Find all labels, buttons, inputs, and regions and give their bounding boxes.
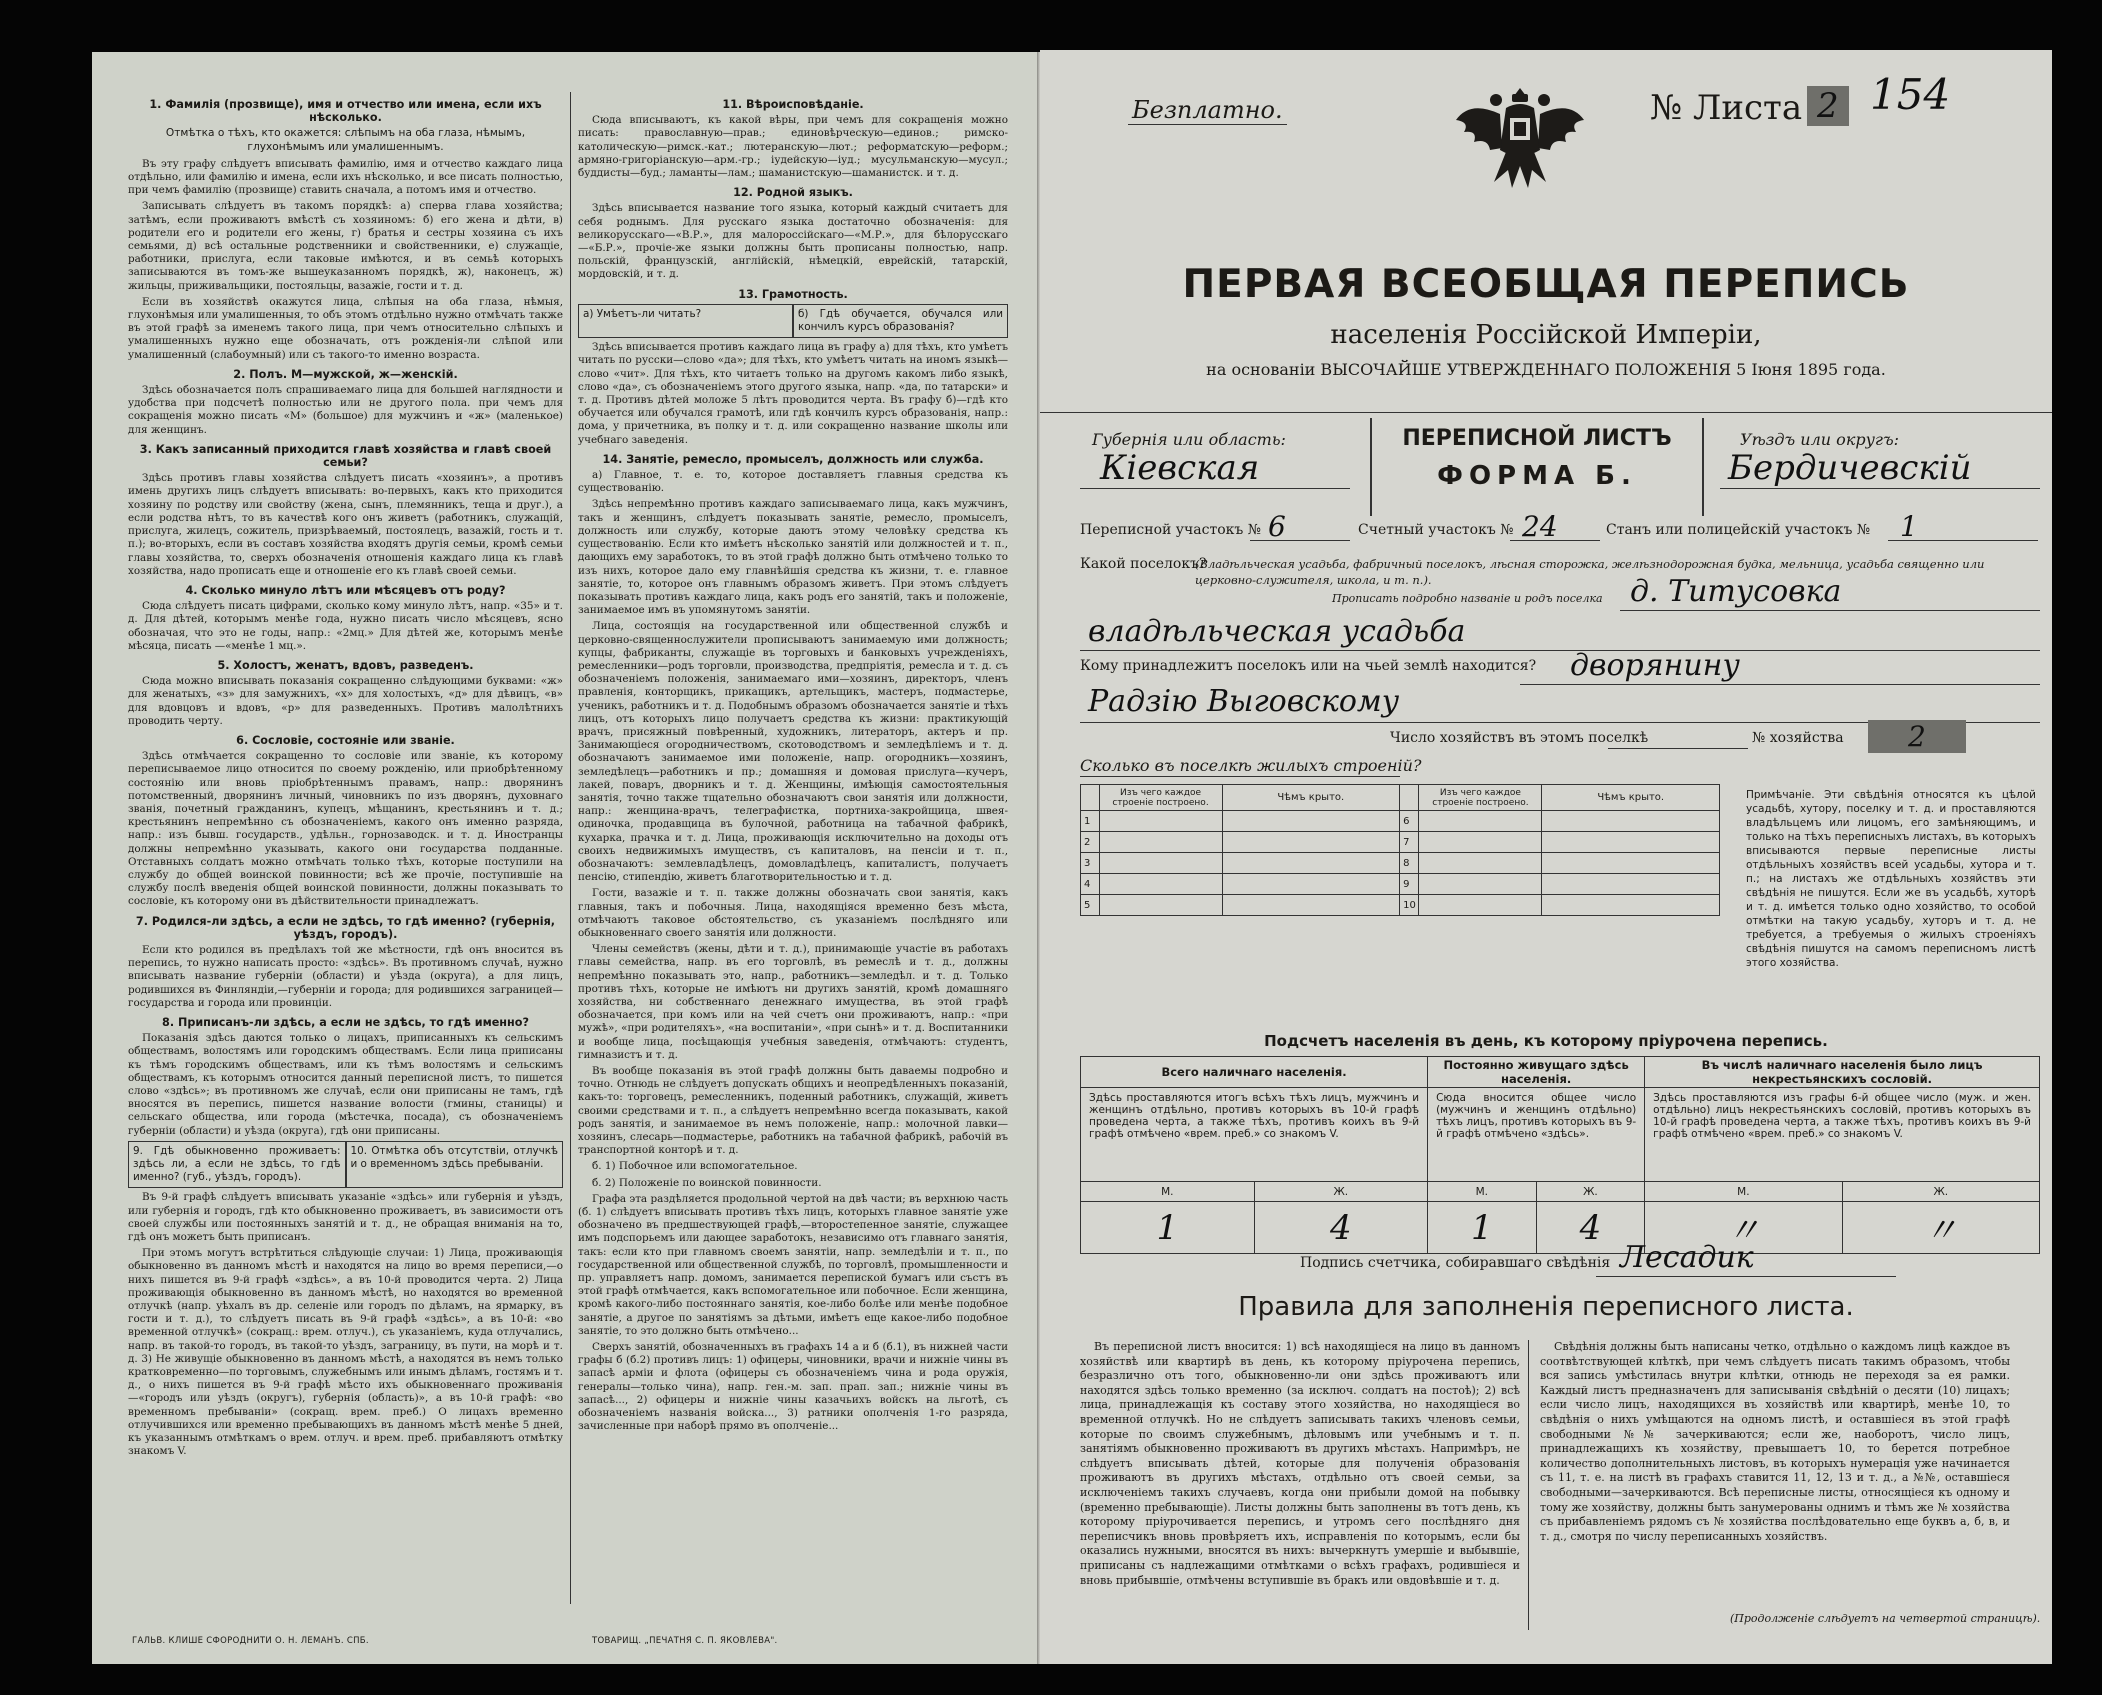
printer-imprint-left: ГАЛЬВ. КЛИШЕ СФОРОДНИТИ О. Н. ЛЕМАНЪ. СПБ. <box>132 1636 369 1646</box>
instruction-paragraph: Показанія здѣсь даются только о лицахъ, приписанныхъ къ сельскимъ обществамъ, волостямъ или городскимъ обществамъ. Если лица приписаны къ тѣмъ городскимъ обществамъ, или къ тѣмъ волостямъ и сельскимъ обществамъ, къ которымъ относится данный переписной листъ, то пишется слово «здѣсь»; въ противномъ же случаѣ, если они приписаны не тамъ, гдѣ вносятся въ перепись, пишется название волости (гмины, станицы) и сельскаго общества, или города (мѣстечка, посада), съ обозначеніемъ губерніи (области) и уѣзда (округа), гдѣ они приписаны. <box>128 1032 563 1137</box>
rules-column-1: Въ переписной листъ вносится: 1) всѣ находящіеся на лицо въ данномъ хозяйствѣ или квартирѣ въ день, къ которому пріурочена перепись, безразлично отъ того, обыкновенно-ли они здѣсь проживаютъ или находятся здѣсь только временно (за исключ. солдатъ на постоѣ); 2) всѣ лица, принадлежащія къ составу этого хозяйства, но находящіеся во временной отлучкѣ. Но не слѣдуетъ записывать такихъ членовъ семьи, которые по своимъ служебнымъ, дѣловымъ или учебнымъ и т. п. занятіямъ обыкновенно проживаютъ въ другихъ мѣстахъ. Напримѣръ, не слѣдуетъ вписывать дѣтей, которые для полученія образованія проживаютъ въ другихъ мѣстахъ, отдѣльно отъ своей семьи, за исключеніемъ такихъ случаевъ, когда они прибыли домой на побывку (временно пребывающіе). Листы должны быть заполнены въ тотъ день, къ которому пріурочивается перепись, и утромъ сего послѣдняго дня переписчикъ вновь провѣряетъ ихъ, исправленія по которымъ, если бы оказались нужными, вносятся въ нихъ: вычеркнутъ умершіе и выбывшіе, приписаны съ надлежащими отмѣтками о всѣхъ графахъ, родившіеся и вновь прибывшіе, отмѣчены вступившіе въ бракъ или овдовѣвшіе и т. д. <box>1080 1340 1520 1587</box>
buildings-row-number: 2 <box>1081 832 1100 853</box>
buildings-cell-roof <box>1542 895 1720 916</box>
buildings-cell-material <box>1099 874 1222 895</box>
buildings-row-number: 3 <box>1081 853 1100 874</box>
instructions-page <box>92 52 1038 1664</box>
female-header: Ж. <box>1254 1182 1428 1202</box>
uezd-label: Уѣздъ или округъ: <box>1740 430 1900 449</box>
paired-heading <box>128 1141 563 1189</box>
buildings-row-number: 7 <box>1400 832 1419 853</box>
buildings-table-body <box>1081 811 1720 916</box>
section-heading: 6. Сословіе, состояніе или званіе. <box>236 733 455 747</box>
resident-female-count: 4 <box>1536 1202 1645 1254</box>
stan-value: 1 <box>1900 510 1918 543</box>
instruction-paragraph: Если кто родился въ предѣлахъ той же мѣстности, гдѣ онъ вносится въ перепись, то нужно написать просто: «здѣсь». Въ противномъ случаѣ, нужно вписывать название губерніи (области) и уѣзда (округа), а для лицъ, родившихся въ Финляндіи,—губерніи и города; для родившихся заграницей—государства и города или провинціи. <box>128 943 563 1009</box>
buildings-cell-material <box>1419 874 1542 895</box>
census-title: ПЕРВАЯ ВСЕОБЩАЯ ПЕРЕПИСЬ <box>1182 262 1910 307</box>
instruction-paragraph: б. 2) Положеніе по воинской повинности. <box>592 1176 822 1189</box>
male-header: М. <box>1645 1182 1842 1202</box>
male-header: М. <box>1081 1182 1255 1202</box>
enumerator-signature: Лесадик <box>1620 1240 1754 1275</box>
buildings-col-material-2: Изъ чего каждое строеніе построено. <box>1419 785 1542 811</box>
buildings-cell-roof <box>1222 853 1400 874</box>
buildings-cell-roof <box>1542 832 1720 853</box>
buildings-row-number: 8 <box>1400 853 1419 874</box>
male-header: М. <box>1428 1182 1537 1202</box>
paired-heading-cell: 9. Гдѣ обыкновенно проживаетъ: здѣсь ли, а если не здѣсь, то гдѣ именно? (губ., уѣздъ, городъ). <box>128 1141 346 1189</box>
female-header: Ж. <box>1536 1182 1645 1202</box>
form-title-line-1: ПЕРЕПИСНОЙ ЛИСТЪ <box>1402 426 1672 451</box>
instruction-paragraph: а) Главное, т. е. то, которое доставляетъ главныя средства къ существованію. <box>578 469 1008 495</box>
section-heading: 5. Холостъ, женатъ, вдовъ, разведенъ. <box>217 658 474 672</box>
instruction-paragraph: Здѣсь непремѣнно противъ каждаго записываемаго лица, какъ мужчинъ, такъ и женщинъ, слѣдуетъ показывать занятіе, ремесло, промыселъ, должность или службу, которые даютъ этому человѣку средства къ существованію. Если кто имѣетъ нѣсколько занятій или должностей и т. п., дающихъ ему заработокъ, то въ этой графѣ должно быть отмѣчено только то изъ нихъ, которое дало ему главнѣйшія средства къ жизни, т. е. главное занятіе, то, которое онъ главнымъ образомъ живетъ. При этомъ слѣдуетъ показывать противъ каждаго лица, какъ родъ его занятій, такъ и положеніе, занимаемое имъ въ упомянутомъ занятіи. <box>578 498 1008 617</box>
instruction-paragraph: Сюда можно вписывать показанія сокращенно слѣдующими буквами: «ж» для женатыхъ, «з» для замужнихъ, «х» для холостыхъ, «д» для дѣвицъ, «в» для вдовцовъ и вдовъ, «р» для разведенныхъ. Противъ малолѣтнихъ проводить черту. <box>128 675 563 727</box>
buildings-row-number: 1 <box>1081 811 1100 832</box>
non-peasant-male-count: 〃 <box>1645 1202 1842 1254</box>
buildings-cell-material <box>1419 811 1542 832</box>
census-district-value: 6 <box>1268 510 1286 543</box>
buildings-cell-roof <box>1542 874 1720 895</box>
female-header: Ж. <box>1842 1182 2039 1202</box>
section-heading: 4. Сколько минуло лѣтъ или мѣсяцевъ отъ роду? <box>185 583 506 597</box>
buildings-row-number: 4 <box>1081 874 1100 895</box>
instruction-paragraph: Гости, вазажіе и т. п. также должны обозначать свои занятія, какъ главныя, такъ и побочныя. Лица, находящіяся временно безъ мѣста, отмѣчаютъ таковое обстоятельство, съ указаніемъ послѣдняго или обыкновеннаго своего занятія или должности. <box>578 887 1008 939</box>
stan-label: Станъ или полицейскій участокъ № <box>1606 522 1871 538</box>
buildings-cell-material <box>1099 895 1222 916</box>
continued-note: (Продолженіе слѣдуетъ на четвертой страницѣ). <box>1730 1612 2041 1625</box>
census-subtitle: населенія Россійской Имперіи, <box>1330 320 1762 350</box>
settlement-value-2: владѣльческая усадьба <box>1088 614 1466 649</box>
instruction-paragraph: Лица, состоящія на государственной или общественной службѣ и церковно-священнослужители прописываютъ занимаемую ими должность; купцы, фабриканты, служащіе въ торговыхъ и банковыхъ учрежденіяхъ, ремесленники—родъ торговли, производства, предпріятія, ремесла и т. д. съ обозначеніемъ положенія, занимаемаго ими—хозяинъ, директоръ, членъ правленія, конторщикъ, прикащикъ, артельщикъ, мастеръ, подмастерье, ученикъ, работникъ и т. д. Подобнымъ образомъ обозначается занятіе и тѣхъ лицъ, отъ которыхъ лицо получаетъ средства къ жизни: практикующій врачъ, присяжный повѣренный, художникъ, литераторъ, актеръ и пр. Занимающіеся огородничествомъ, скотоводствомъ и земледѣліемъ и т. д. обозначаютъ занимаемое ими положеніе, напр. огородникъ—хозяинъ, земледѣлецъ—работникъ и пр.; домашняя и домовая прислуга—кучеръ, лакей, поваръ, дворникъ и т. д. Женщины, имѣющія самостоятельныя занятія, точно также тщательно обозначаютъ свои занятія или должности, напр.: женщина-врачъ, телеграфистка, портниха-закройщица, швея-одиночка, продавщица въ булочной, работница на табачной фабрикѣ, кухарка, прачка и т. д. Лица, проживающія исключительно на доходы отъ своихъ недвижимыхъ имуществъ, съ капиталовъ, на пенсіи и т. п., обозначаютъ: землевладѣлецъ, домовладѣлецъ, капиталистъ, получаетъ пенсію, стипендію, живетъ благотворительностью и т. д. <box>578 620 1008 884</box>
settlement-label: Какой поселокъ? <box>1080 556 1207 572</box>
buildings-cell-roof <box>1222 895 1400 916</box>
section-heading: 8. Приписанъ-ли здѣсь, а если не здѣсь, то гдѣ именно? <box>162 1016 529 1029</box>
population-desc-non-peasant: Здѣсь проставляются изъ графы 6-й общее число (муж. и жен. отдѣльно) лицъ некрестьянскихъ сословій, противъ которыхъ въ 10-й графѣ проведена черта, а также тѣхъ, противъ коихъ въ 9-й графѣ отмѣчено «врем. преб.» со знакомъ V. <box>1645 1088 2040 1182</box>
buildings-row <box>1081 811 1720 832</box>
instruction-paragraph: Здѣсь обозначается полъ спрашиваемаго лица для большей наглядности и удобства при подсчетѣ полностью или не другого пола. при чемъ для сокращенія можно писать «М» (большое) для мужчинъ и «ж» (маленькое) для женщинъ. <box>128 384 563 436</box>
household-number-label: № хозяйства <box>1752 730 1844 746</box>
instruction-paragraph: Въ 9-й графѣ слѣдуетъ вписывать указаніе «здѣсь» или губернія и уѣздъ, или губернія и городъ, гдѣ кто обыкновенно проживаетъ, въ зависимости отъ своей службы или постоянныхъ занятій и т. д., не обращая вниманія на то, гдѣ онъ можетъ быть приписанъ. <box>128 1191 563 1244</box>
rules-title: Правила для заполненія переписного листа. <box>1238 1292 1854 1322</box>
gubernia-label: Губернія или область: <box>1092 430 1286 449</box>
buildings-cell-roof <box>1542 853 1720 874</box>
buildings-row <box>1081 832 1720 853</box>
population-col-non-peasant: Въ числѣ наличнаго населенія было лицъ некрестьянскихъ сословій. <box>1645 1057 2040 1088</box>
non-peasant-female-count: 〃 <box>1842 1202 2039 1254</box>
column-divider <box>570 92 571 1604</box>
buildings-col-material: Изъ чего каждое строеніе построено. <box>1099 785 1222 811</box>
instruction-paragraph: Если въ хозяйствѣ окажутся лица, слѣпыя на оба глаза, нѣмыя, глухонѣмыя или умалишенныя, то объ этомъ отдѣльно нужно отмѣчать также въ этой графѣ за именемъ такого лица, при чемъ относительно слѣпыхъ и умалишенныхъ нужно еще обозначать, отъ рожденія-ли слѣпой или умалишенный (слабоумный) или съ такого-то именно возраста. <box>128 295 563 361</box>
buildings-col-roof-2: Чѣмъ крыто. <box>1542 785 1720 811</box>
gubernia-value: Кіевская <box>1100 448 1260 488</box>
section-heading: 7. Родился-ли здѣсь, а если не здѣсь, то гдѣ именно? (губернія, уѣздъ, городъ). <box>135 914 556 941</box>
paired-heading-cell: б) Гдѣ обучается, обучался или кончилъ курсъ образованія? <box>793 304 1008 338</box>
printer-imprint-right: ТОВАРИЩ. „ПЕЧАТНЯ С. П. ЯКОВЛЕВА". <box>592 1636 778 1646</box>
buildings-cell-material <box>1419 853 1542 874</box>
instruction-paragraph: Здѣсь вписывается противъ каждаго лица въ графу а) для тѣхъ, кто умѣетъ читать по русски—слово «да»; для тѣхъ, кто умѣетъ читать на иномъ языкѣ—слово «чит». Для тѣхъ, кто читаетъ только на другомъ какомъ либо языкѣ, слово «да», съ обозначеніемъ этого другого языка, напр. «да, по татарски» и т. д. Противъ дѣтей моложе 5 лѣтъ проводится черта. Въ графу б)—гдѣ кто обучается или обучался грамотѣ, или гдѣ кончилъ курсъ образованія, напр.: дома, у причетника, въ полку и т. д. или сокращенно название школы или учебнаго заведенія. <box>578 341 1008 446</box>
present-male-count: 1 <box>1081 1202 1255 1254</box>
count-district-value: 24 <box>1522 510 1558 543</box>
buildings-label: Сколько въ поселкѣ жилыхъ строеній? <box>1080 756 1422 775</box>
section-subheading: Отмѣтка о тѣхъ, кто окажется: слѣпымъ на оба глаза, нѣмымъ, глухонѣмымъ или умалишеннымъ. <box>165 127 526 153</box>
imperial-eagle-emblem <box>1450 70 1590 195</box>
instruction-paragraph: Здѣсь вписывается название того языка, который каждый считаетъ для себя роднымъ. Для русскаго языка достаточно обозначенія: для великорусскаго—«В.Р.», для малороссійскаго—«М.Р.», для бѣлорусскаго—«Б.Р.», прочіе-же языки должны быть прописаны полностью, напр. польскій, французскій, англійскій, нѣмецкій, еврейскій, татарскій, мордовскій, и т. д. <box>578 202 1008 281</box>
section-heading: 11. Вѣроисповѣданіе. <box>722 98 864 111</box>
instruction-paragraph: Записывать слѣдуетъ въ такомъ порядкѣ: а) сперва глава хозяйства; затѣмъ, если проживаютъ вмѣстѣ съ хозяиномъ: б) его жена и дѣти, в) родители его и родители его жены, г) братья и сестры хозяина съ ихъ семьями, д) всѣ остальные родственники и свойственники, е) служащіе, работники, прислуга, если таковые имѣются, и въ семьѣ которыхъ записываются въ томъ-же вышеуказанномъ порядкѣ, ж), наконецъ, ж) жильцы, приживальщики, постояльцы, вазажіе, гости и т. д. <box>128 200 563 292</box>
instruction-paragraph: Здѣсь отмѣчается сокращенно то сословіе или званіе, къ которому переписываемое лицо относится по своему рожденію, или приобрѣтенному состоянію или вновь пріобрѣтеннымъ правамъ, напр.: дворянинъ потомственный, дворянинъ личный, чиновникъ по изъ дворянъ, духовнаго званія, почетный гражданинъ, купецъ, мѣщанинъ, крестьянинъ и т. д.; крестьянинъ непремѣнно съ обозначеніемъ, какого онъ именно разряда, напр.: изъ бывш. государств., удѣльн., горнозаводск. и т. д. Иностранцы должны непремѣнно указывать, какого они государства подданные. Отставныхъ солдатъ можно отмѣчать только тѣхъ, которые поступили на службу до общей воинской повинности; всѣ же прочіе, поступившіе на службу послѣ введенія общей воинской повинности, должны показывать то сословіе, къ которому они въ дѣйствительности принадлежатъ. <box>128 750 563 908</box>
instruction-paragraph: Здѣсь противъ главы хозяйства слѣдуетъ писать «хозяинъ», а противъ имень другихъ лицъ слѣдуетъ вписывать: во-первыхъ, какъ кто приходится хозяину по родству или свойству (жена, сынъ, племянникъ, теща и друг.), а если родства нѣтъ, то въ качествѣ кого онъ живетъ (работникъ, служащій, прислуга, жилецъ, сожитель, призрѣваемый, постоялецъ, вазажій, гость и т. п.); во-вторыхъ, если въ составъ хозяйства входятъ другія семьи, кромѣ семьи главы хозяйства, то, сверхъ обозначенія отношенія каждаго лица къ главѣ хозяйства, надо прописать еще и отношеніе его къ главѣ своей семьи. <box>128 472 563 577</box>
population-count-title: Подсчетъ населенія въ день, къ которому пріурочена перепись. <box>1264 1032 1828 1050</box>
paired-heading-cell: 10. Отмѣтка объ отсутствіи, отлучкѣ и о временномъ здѣсь пребываніи. <box>346 1141 564 1189</box>
buildings-note: Примѣчаніе. Эти свѣдѣнія относятся къ цѣлой усадьбѣ, хутору, поселку и т. д. и проставляются владѣльцемъ или лицомъ, его замѣняющимъ, и только на тѣхъ переписныхъ листахъ, въ которыхъ вписываются первые переписные листы отдѣльныхъ хозяйствъ всей усадьбы, хутора и т. п.; на листахъ же отдѣльныхъ хозяйствъ эти свѣдѣнія не пишутся. Если же въ усадьбѣ, хуторѣ и т. д. имѣется только одно хозяйство, то особой отмѣтки на такую усадьбу, хуторъ и т. д. не требуется, а требуемыя о жилыхъ строеніяхъ свѣдѣнія пишутся на самомъ переписномъ листѣ этого хозяйства. <box>1746 789 2036 969</box>
settlement-value-1: д. Титусовка <box>1630 574 1842 609</box>
population-desc-present: Здѣсь проставляются итогъ всѣхъ тѣхъ лицъ, мужчинъ и женщинъ отдѣльно, противъ которыхъ въ 10-й графѣ проведена черта, а также тѣхъ, противъ коихъ въ 9-й графѣ отмѣчено «врем. преб.» со знакомъ V. <box>1081 1088 1428 1182</box>
buildings-row <box>1081 874 1720 895</box>
settlement-hint-2: Прописать подробно названіе и родъ поселка <box>1332 592 1603 605</box>
buildings-row <box>1081 853 1720 874</box>
instructions-column-2 <box>578 92 1008 1604</box>
section-heading: 14. Занятіе, ремесло, промыселъ, должность или служба. <box>602 452 984 466</box>
uezd-value: Бердичевскій <box>1728 448 1972 488</box>
rules-column-2: Свѣдѣнія должны быть написаны четко, отдѣльно о каждомъ лицѣ каждое въ соотвѣтствующей клѣткѣ, при чемъ слѣдуетъ писать такимъ образомъ, чтобы вся запись умѣстилась внутри клѣтки, отнюдь не переходя за ея рамки. Каждый листъ предназначенъ для записыванія свѣдѣній о десяти (10) лицахъ; если число лицъ, находящихся въ хозяйствѣ или квартирѣ, менѣе 10, то свѣдѣнія о нихъ умѣщаются на одномъ листѣ, и оставшіеся въ этой графѣ свободными №№ зачеркиваются; если же, наоборотъ, число лицъ, принадлежащихъ къ хозяйству, превышаетъ 10, то берется потребное количество дополнительныхъ листовъ, въ которыхъ нумерація уже начинается съ 11, т. е. на листѣ въ графахъ ставится 11, 12, 13 и т. д., а №№, оставшіеся свободными—зачеркиваются. Всѣ переписные листы, относящіеся къ одному и тому же хозяйству, должны быть занумерованы однимъ и тѣмъ же № хозяйства съ прибавленіемъ рядомъ съ № хозяйства послѣдовательно еще буквъ а, б, в, и т. д., смотря по числу переписанныхъ хозяйствъ. <box>1540 1340 2010 1543</box>
section-heading: 1. Фамилія (прозвище), имя и отчество или имена, если ихъ нѣсколько. <box>149 98 542 125</box>
instruction-paragraph: Въ эту графу слѣдуетъ вписывать фамилію, имя и отчество каждаго лица отдѣльно, или фамилію и имена, если ихъ нѣсколько, и все писать полностью, при чемъ фамилію (прозвище) ставить сначала, а потомъ имя и отчество. <box>128 157 563 197</box>
buildings-row <box>1081 895 1720 916</box>
section-heading: 12. Родной языкъ. <box>733 186 853 200</box>
form-title-line-2: ФОРМА Б. <box>1437 461 1637 491</box>
present-female-count: 4 <box>1254 1202 1428 1254</box>
instruction-paragraph: Сюда слѣдуетъ писать цифрами, сколько кому минуло лѣтъ, напр. «35» и т. д. Для дѣтей, которымъ менѣе года, нужно писать число мѣсяцевъ, ясно обозначая, что это не годы, напр.: «2мц.» Для дѣтей же, которымъ менѣе мѣсяца, писать —«менѣе 1 мц.». <box>128 600 563 652</box>
buildings-cell-material <box>1099 853 1222 874</box>
buildings-cell-roof <box>1222 832 1400 853</box>
instruction-paragraph: б. 1) Побочное или вспомогательное. <box>592 1160 798 1173</box>
buildings-cell-roof <box>1222 874 1400 895</box>
count-district-label: Счетный участокъ № <box>1358 522 1514 538</box>
buildings-cell-material <box>1419 832 1542 853</box>
buildings-cell-roof <box>1542 811 1720 832</box>
archive-folio-number: 154 <box>1870 70 1951 119</box>
section-heading: 2. Полъ. М—мужской, ж—женскій. <box>233 367 458 381</box>
instruction-paragraph: При этомъ могутъ встрѣтиться слѣдующіе случаи: 1) Лица, проживающія обыкновенно въ данномъ мѣстѣ и находятся на лицо во время переписи,—о нихъ пишется въ 9-й графѣ «здѣсь», а въ 10-й проводится черта. 2) Лица проживающія обыкновенно въ данномъ мѣстѣ, но находятся во временной отлучкѣ (напр. уѣхалъ въ др. селеніе или городъ по дѣламъ, на ярмарку, въ гости и т. д.), то слѣдуетъ писать въ 9-й графѣ «здѣсь», а въ 10-й: «во временной отлучкѣ» (сокращ.: врем. отлуч.), съ указаніемъ, куда отлучались, напр. въ такой-то городъ, въ такой-то уѣздъ, заграницу, въ пути, на морѣ и т. д. 3) Не живущіе обыкновенно въ данномъ мѣстѣ, а находятся въ немъ только кратковременно—по торговымъ, служебнымъ или инымъ дѣламъ, гостямъ и т. д., о нихъ пишется въ 9-й графѣ мѣсто ихъ обыкновеннаго проживанія—«городъ или уѣздъ (округъ), губернія (область)», а въ 10-й графѣ: «во временномъ пребываніи» (сокращ. врем. преб.) О лицахъ временно отлучившихся или временно пребывающихъ въ данномъ мѣстѣ менѣе 5 дней, къ указаннымъ отмѣткамъ о врем. отлуч. и врем. преб. прибавляютъ отмѣтку знакомъ V. <box>128 1247 563 1458</box>
resident-male-count: 1 <box>1428 1202 1537 1254</box>
free-label: Безплатно. <box>1128 96 1287 125</box>
owner-label: Кому принадлежитъ поселокъ или на чьей землѣ находится? <box>1080 658 1537 674</box>
census-form-page <box>1040 50 2052 1664</box>
signature-label: Подпись счетчика, собиравшаго свѣдѣнія <box>1300 1255 1611 1271</box>
population-col-present: Всего наличнаго населенія. <box>1081 1057 1428 1088</box>
settlement-hint: (Владѣльческая усадьба, фабричный поселокъ, лѣсная сторожка, желѣзнодорожная будка, мельница, усадьба священно или церковно-служителя, школа, и т. п.). <box>1195 557 1985 587</box>
owner-value-1: дворянину <box>1570 648 1740 683</box>
instruction-paragraph: Сверхъ занятій, обозначенныхъ въ графахъ 14 а и б (б.1), въ нижней части графы б (б.2) противъ лицъ: 1) офицеры, чиновники, врачи и нижніе чины въ запасѣ арміи и флота (офицеры съ обозначеніемъ чина и рода оружія, генералы—только чина), напр. ген.-м. зап. прап. зап.; нижніе чины въ запасѣ..., 2) офицеры и нижніе чины казачьихъ войскъ на льготѣ, съ обозначеніемъ названія войска..., 3) ратники ополченія 1-го разряда, зачисленные при наборѣ прямо въ ополченіе... <box>578 1341 1008 1433</box>
census-district-label: Переписной участокъ № <box>1080 522 1261 538</box>
household-number-value: 2 <box>1868 720 1966 753</box>
buildings-cell-material <box>1099 832 1222 853</box>
buildings-row-number: 5 <box>1081 895 1100 916</box>
households-label: Число хозяйствъ въ этомъ поселкѣ <box>1390 730 1649 746</box>
population-table <box>1080 1056 2040 1254</box>
buildings-table <box>1080 784 1720 916</box>
instruction-paragraph: Графа эта раздѣляется продольной чертой на двѣ части; въ верхнюю часть (б. 1) слѣдуетъ вписывать противъ тѣхъ лицъ, которыхъ главное занятіе уже обозначено въ предшествующей графѣ,—второстепенное занятіе, служащее имъ подспорьемъ или дающее заработокъ, независимо отъ главнаго занятія, такъ: если кто при главномъ своемъ занятіи, напр. земледѣліи и т. п., по государственной или общественной службѣ, по торговлѣ, промышленности и пр. управляетъ напр. домомъ, занимается перепиской бумагъ или състъ въ этой графѣ отмѣчается, какъ вспомогательное или побочное. Если женщина, кромѣ какого-либо постояннаго занятія, кое-либо болѣе или менѣе подобное занятіе, а другое по занятіямъ за дѣтьми, имѣетъ еще какое-либо подобное занятіе, то это должно быть отмѣчено... <box>578 1192 1008 1337</box>
sheet-number-value: 2 <box>1807 86 1849 126</box>
buildings-col-roof: Чѣмъ крыто. <box>1222 785 1400 811</box>
owner-value-2: Радзію Выговскому <box>1088 684 1400 719</box>
buildings-cell-material <box>1419 895 1542 916</box>
buildings-row-number: 10 <box>1400 895 1419 916</box>
buildings-row-number: 6 <box>1400 811 1419 832</box>
instruction-paragraph: Сюда вписываютъ, къ какой вѣры, при чемъ для сокращенія можно писать: православную—прав.; единовѣрческую—единов.; римско-католическую—римск.-кат.; лютеранскую—лют.; реформатскую—реформ.; армяно-григоріанскую—арм.-гр.; іудейскую—іуд.; мусульманскую—мусул.; буддисты—буд.; ламанты—лам.; шаманистскую—шаманистск. и т. д. <box>578 114 1008 180</box>
form-title-box <box>1370 418 1704 516</box>
population-desc-resident: Сюда вносится общее число (мужчинъ и женщинъ отдѣльно) тѣхъ лицъ, противъ которыхъ въ 9-й графѣ отмѣчено «здѣсь». <box>1428 1088 1645 1182</box>
paired-heading-cell: а) Умѣетъ-ли читать? <box>578 304 793 338</box>
buildings-row-number: 9 <box>1400 874 1419 895</box>
instructions-column-1 <box>128 92 563 1604</box>
buildings-cell-roof <box>1222 811 1400 832</box>
legal-basis: на основаніи ВЫСОЧАЙШЕ УТВЕРЖДЕННАГО ПОЛОЖЕНІЯ 5 Іюня 1895 года. <box>1206 360 1886 379</box>
rules-divider <box>1528 1340 1529 1630</box>
buildings-cell-material <box>1099 811 1222 832</box>
section-heading: 13. Грамотность. <box>738 287 848 301</box>
sheet-number-label: № Листа <box>1650 88 1803 128</box>
section-heading: 3. Какъ записанный приходится главѣ хозяйства и главѣ своей семьи? <box>139 442 552 470</box>
population-col-resident: Постоянно живущаго здѣсь населенія. <box>1428 1057 1645 1088</box>
instruction-paragraph: Въ вообще показанія въ этой графѣ должны быть даваемы подробно и точно. Отнюдь не слѣдуетъ допускать общихъ и неопредѣленныхъ показаній, какъ-то: торговецъ, ремесленникъ, поденный работникъ, служащій, живетъ своими средствами и т. п., а слѣдуетъ непремѣнно всегда показывать, какой родъ занятія, и занимаемое въ немъ положеніе, напр.: молочной лавки—хозяинъ, слесарь—подмастерье, работникъ на табачной фабрикѣ, рабочій въ транспортной конторѣ и т. д. <box>578 1065 1008 1157</box>
instruction-paragraph: Члены семействъ (жены, дѣти и т. д.), принимающіе участіе въ работахъ главы семейства, напр. въ его торговлѣ, въ ремеслѣ и т. д., должны непремѣнно показывать это, напр., работникъ—земледѣл. и т. д. Только противъ тѣхъ, которые не имѣютъ ни другихъ занятій, кромѣ домашняго хозяйства, ни собственнаго денежнаго имущества, въ этой графѣ обозначается, при комъ или на чей счетъ они проживаютъ, напр.: «при мужѣ», «при родителяхъ», «на воспитаніи», «при сынѣ» и т. д. Воспитанники и вообще лица, посѣщающія учебныя заведенія, отмѣчаютъ: студентъ, гимназистъ и т. д. <box>578 943 1008 1061</box>
paired-heading <box>578 304 1008 338</box>
